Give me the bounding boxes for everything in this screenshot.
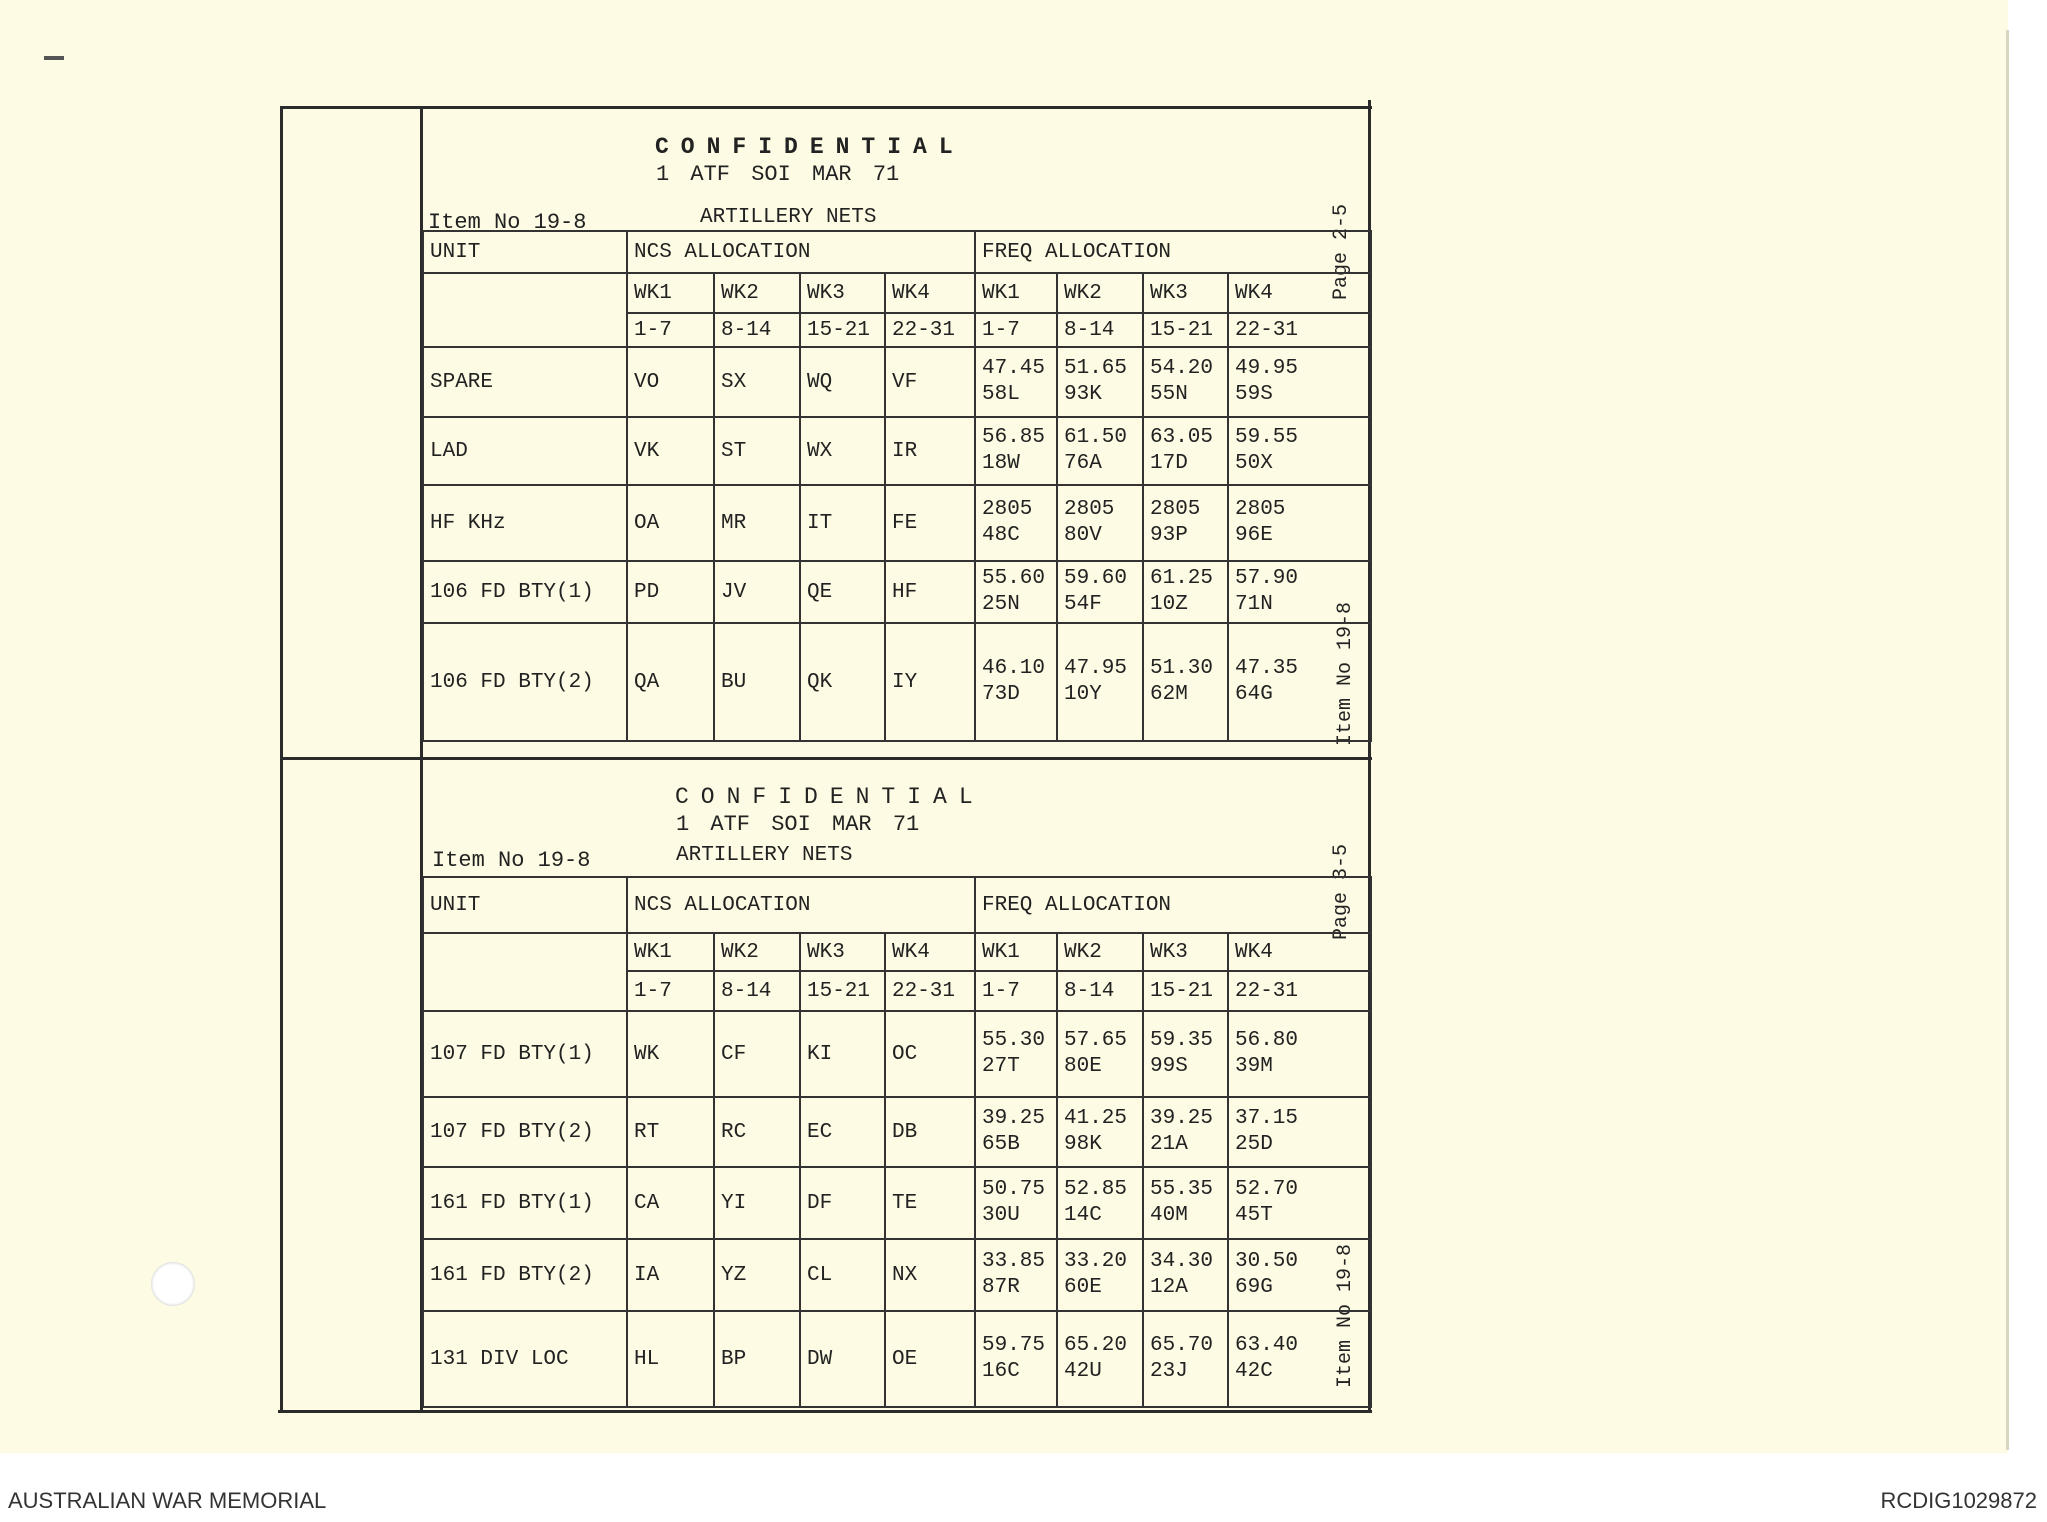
freq-code: 99S (1150, 1055, 1188, 1078)
freq-cell (1143, 1097, 1228, 1167)
date-range: 22-31 (1228, 313, 1371, 347)
freq-value: 61.50 (1064, 426, 1128, 449)
freq-value: 59.35 (1150, 1029, 1214, 1052)
date-range: 1-7 (627, 971, 714, 1011)
freq-code: 25N (982, 593, 1020, 616)
side-item-label: Item No 19-8 (1334, 601, 1357, 746)
freq-code: 10Y (1064, 683, 1102, 706)
nets-title: ARTILLERY NETS (700, 206, 877, 229)
ncs-code: RT (627, 1097, 714, 1167)
ncs-code: WK (627, 1011, 714, 1097)
footer-credit: AUSTRALIAN WAR MEMORIAL (8, 1488, 327, 1513)
ncs-code: ST (714, 417, 800, 485)
ncs-code: QA (627, 623, 714, 741)
freq-cell (1228, 1311, 1371, 1407)
ncs-code: HL (627, 1311, 714, 1407)
freq-code: 69G (1235, 1276, 1273, 1299)
table-row (423, 1011, 1371, 1097)
unit-name: LAD (423, 417, 627, 485)
ncs-code: DB (885, 1097, 975, 1167)
ncs-code: HF (885, 561, 975, 623)
freq-allocation-header: FREQ ALLOCATION (975, 877, 1371, 933)
freq-code: 73D (982, 683, 1020, 706)
confidential-title: CONFIDENTIAL (655, 134, 965, 160)
ncs-code: YI (714, 1167, 800, 1239)
freq-cell (1143, 1011, 1228, 1097)
freq-cell (1143, 1239, 1228, 1311)
freq-value: 51.30 (1150, 657, 1214, 680)
week-header: WK3 (1143, 273, 1228, 313)
table-row (423, 561, 1371, 623)
week-header: WK4 (1228, 273, 1371, 313)
freq-value: 57.65 (1064, 1029, 1128, 1052)
freq-allocation-header: FREQ ALLOCATION (975, 231, 1371, 273)
table-row (423, 623, 1371, 741)
freq-value: 2805 (1235, 498, 1286, 521)
freq-value: 56.80 (1235, 1029, 1299, 1052)
freq-value: 55.30 (982, 1029, 1046, 1052)
ncs-code: FE (885, 485, 975, 561)
ncs-code: VF (885, 347, 975, 417)
freq-code: 65B (982, 1133, 1020, 1156)
freq-value: 65.70 (1150, 1334, 1214, 1357)
freq-code: 45T (1235, 1204, 1273, 1227)
freq-cell (1057, 347, 1143, 417)
ncs-code: IY (885, 623, 975, 741)
freq-code: 42C (1235, 1360, 1273, 1383)
table-row (423, 347, 1371, 417)
date-range: 22-31 (885, 313, 975, 347)
ncs-code: YZ (714, 1239, 800, 1311)
freq-value: 55.35 (1150, 1178, 1214, 1201)
freq-cell (1228, 561, 1371, 623)
item-number: Item No 19-8 (428, 210, 587, 235)
date-range: 22-31 (1228, 971, 1371, 1011)
freq-value: 30.50 (1235, 1250, 1299, 1273)
date-range: 22-31 (885, 971, 975, 1011)
freq-code: 50X (1235, 452, 1273, 475)
ncs-code: DF (800, 1167, 885, 1239)
freq-code: 17D (1150, 452, 1188, 475)
unit-name: 107 FD BTY(2) (423, 1097, 627, 1167)
freq-cell (1057, 485, 1143, 561)
ncs-code: WQ (800, 347, 885, 417)
freq-cell (1228, 623, 1371, 741)
freq-cell (1143, 485, 1228, 561)
freq-code: 55N (1150, 383, 1188, 406)
freq-value: 47.35 (1235, 657, 1299, 680)
freq-code: 93P (1150, 524, 1188, 547)
ncs-code: IA (627, 1239, 714, 1311)
freq-code: 16C (982, 1360, 1020, 1383)
unit-name: 161 FD BTY(1) (423, 1167, 627, 1239)
week-header: WK4 (885, 933, 975, 971)
freq-code: 62M (1150, 683, 1188, 706)
ncs-code: RC (714, 1097, 800, 1167)
ncs-code: KI (800, 1011, 885, 1097)
freq-cell (1228, 1011, 1371, 1097)
unit-name: 106 FD BTY(2) (423, 623, 627, 741)
ncs-code: TE (885, 1167, 975, 1239)
freq-code: 60E (1064, 1276, 1102, 1299)
ncs-code: BP (714, 1311, 800, 1407)
freq-value: 2805 (982, 498, 1033, 521)
unit-name: 161 FD BTY(2) (423, 1239, 627, 1311)
unit-header: UNIT (423, 877, 627, 933)
item-number: Item No 19-8 (432, 848, 591, 873)
freq-value: 54.20 (1150, 357, 1214, 380)
ncs-code: WX (800, 417, 885, 485)
week-header: WK2 (714, 273, 800, 313)
freq-value: 34.30 (1150, 1250, 1214, 1273)
freq-value: 39.25 (982, 1107, 1046, 1130)
freq-cell (1228, 347, 1371, 417)
week-header: WK4 (1228, 933, 1371, 971)
freq-code: 76A (1064, 452, 1102, 475)
unit-header-blank (423, 933, 627, 1011)
freq-value: 2805 (1064, 498, 1115, 521)
week-header: WK2 (714, 933, 800, 971)
page-label: Page 2-5 (1330, 203, 1353, 300)
freq-cell (975, 347, 1057, 417)
date-range: 15-21 (1143, 971, 1228, 1011)
freq-code: 80V (1064, 524, 1102, 547)
freq-cell (975, 1311, 1057, 1407)
freq-value: 56.85 (982, 426, 1046, 449)
freq-code: 80E (1064, 1055, 1102, 1078)
frame-top-line (282, 106, 1372, 109)
freq-cell (975, 1011, 1057, 1097)
ncs-code: QK (800, 623, 885, 741)
freq-cell (1057, 561, 1143, 623)
freq-code: 93K (1064, 383, 1102, 406)
freq-value: 33.20 (1064, 1250, 1128, 1273)
freq-code: 96E (1235, 524, 1273, 547)
ncs-allocation-header: NCS ALLOCATION (627, 877, 975, 933)
ncs-code: CF (714, 1011, 800, 1097)
freq-cell (975, 485, 1057, 561)
freq-value: 52.85 (1064, 1178, 1128, 1201)
freq-code: 87R (982, 1276, 1020, 1299)
date-range: 15-21 (800, 971, 885, 1011)
freq-cell (1143, 623, 1228, 741)
freq-value: 59.75 (982, 1334, 1046, 1357)
unit-name: 107 FD BTY(1) (423, 1011, 627, 1097)
freq-cell (1228, 1167, 1371, 1239)
unit-name: SPARE (423, 347, 627, 417)
ncs-code: OE (885, 1311, 975, 1407)
freq-cell (1057, 1097, 1143, 1167)
freq-cell (1057, 1167, 1143, 1239)
freq-code: 59S (1235, 383, 1273, 406)
freq-value: 57.90 (1235, 567, 1299, 590)
freq-cell (975, 417, 1057, 485)
freq-code: 64G (1235, 683, 1273, 706)
week-header: WK3 (800, 933, 885, 971)
freq-value: 47.95 (1064, 657, 1128, 680)
freq-code: 14C (1064, 1204, 1102, 1227)
freq-value: 33.85 (982, 1250, 1046, 1273)
freq-cell (1143, 417, 1228, 485)
week-header: WK2 (1057, 933, 1143, 971)
freq-code: 42U (1064, 1360, 1102, 1383)
ncs-code: JV (714, 561, 800, 623)
ink-speck (44, 56, 64, 60)
freq-code: 12A (1150, 1276, 1188, 1299)
freq-cell (1143, 347, 1228, 417)
confidential-title: CONFIDENTIAL (675, 784, 985, 810)
footer-record-id: RCDIG1029872 (1880, 1488, 2037, 1513)
unit-header: UNIT (423, 231, 627, 273)
freq-cell (1228, 1239, 1371, 1311)
ncs-allocation-header: NCS ALLOCATION (627, 231, 975, 273)
freq-value: 65.20 (1064, 1334, 1128, 1357)
freq-cell (975, 1167, 1057, 1239)
unit-name: HF KHz (423, 485, 627, 561)
freq-code: 54F (1064, 593, 1102, 616)
freq-cell (975, 1239, 1057, 1311)
date-range: 1-7 (975, 971, 1057, 1011)
freq-code: 71N (1235, 593, 1273, 616)
date-range: 15-21 (800, 313, 885, 347)
week-header: WK1 (975, 933, 1057, 971)
frame-bottom-line (278, 1410, 1372, 1413)
freq-value: 63.40 (1235, 1334, 1299, 1357)
freq-value: 41.25 (1064, 1107, 1128, 1130)
ncs-code: MR (714, 485, 800, 561)
freq-value: 49.95 (1235, 357, 1299, 380)
nets-title: ARTILLERY NETS (676, 844, 853, 867)
freq-value: 50.75 (982, 1178, 1046, 1201)
punch-hole (151, 1262, 195, 1306)
soi-subtitle: 1 ATF SOI MAR 71 (656, 162, 900, 187)
freq-cell (1057, 623, 1143, 741)
date-range: 8-14 (1057, 971, 1143, 1011)
freq-code: 27T (982, 1055, 1020, 1078)
freq-value: 59.55 (1235, 426, 1299, 449)
frame-mid-line (282, 757, 1372, 760)
freq-code: 98K (1064, 1133, 1102, 1156)
freq-code: 25D (1235, 1133, 1273, 1156)
freq-cell (975, 623, 1057, 741)
unit-name: 106 FD BTY(1) (423, 561, 627, 623)
week-header: WK2 (1057, 273, 1143, 313)
freq-value: 37.15 (1235, 1107, 1299, 1130)
table-row (423, 1239, 1371, 1311)
ncs-code: IT (800, 485, 885, 561)
ncs-code: VK (627, 417, 714, 485)
freq-cell (1057, 1239, 1143, 1311)
ncs-code: OA (627, 485, 714, 561)
unit-name: 131 DIV LOC (423, 1311, 627, 1407)
freq-value: 51.65 (1064, 357, 1128, 380)
freq-value: 39.25 (1150, 1107, 1214, 1130)
freq-cell (1143, 561, 1228, 623)
freq-cell (1143, 1311, 1228, 1407)
week-header: WK1 (627, 273, 714, 313)
ncs-code: EC (800, 1097, 885, 1167)
ncs-code: CA (627, 1167, 714, 1239)
date-range: 8-14 (1057, 313, 1143, 347)
freq-code: 18W (982, 452, 1020, 475)
freq-value: 55.60 (982, 567, 1046, 590)
ncs-code: OC (885, 1011, 975, 1097)
freq-code: 10Z (1150, 593, 1188, 616)
page-label: Page 3-5 (1330, 843, 1353, 940)
ncs-code: BU (714, 623, 800, 741)
freq-cell (975, 561, 1057, 623)
freq-cell (1057, 1011, 1143, 1097)
week-header: WK1 (627, 933, 714, 971)
week-header: WK3 (1143, 933, 1228, 971)
week-header: WK1 (975, 273, 1057, 313)
freq-code: 48C (982, 524, 1020, 547)
freq-cell (1228, 417, 1371, 485)
ncs-code: QE (800, 561, 885, 623)
freq-cell (1057, 417, 1143, 485)
date-range: 8-14 (714, 971, 800, 1011)
date-range: 1-7 (975, 313, 1057, 347)
week-header: WK4 (885, 273, 975, 313)
sheet-edge (2006, 30, 2009, 1450)
table-row (423, 1097, 1371, 1167)
freq-cell (975, 1097, 1057, 1167)
ncs-code: IR (885, 417, 975, 485)
freq-value: 52.70 (1235, 1178, 1299, 1201)
table-row (423, 1311, 1371, 1407)
freq-cell (1228, 1097, 1371, 1167)
date-range: 8-14 (714, 313, 800, 347)
freq-value: 59.60 (1064, 567, 1128, 590)
unit-header-blank (423, 273, 627, 347)
ncs-code: DW (800, 1311, 885, 1407)
ncs-code: VO (627, 347, 714, 417)
freq-code: 39M (1235, 1055, 1273, 1078)
freq-cell (1143, 1167, 1228, 1239)
ncs-code: PD (627, 561, 714, 623)
freq-value: 63.05 (1150, 426, 1214, 449)
freq-code: 58L (982, 383, 1020, 406)
freq-value: 2805 (1150, 498, 1201, 521)
freq-cell (1057, 1311, 1143, 1407)
table-row (423, 1167, 1371, 1239)
side-item-label: Item No 19-8 (1334, 1243, 1357, 1388)
date-range: 15-21 (1143, 313, 1228, 347)
freq-code: 30U (982, 1204, 1020, 1227)
ncs-code: CL (800, 1239, 885, 1311)
ncs-code: NX (885, 1239, 975, 1311)
artillery-nets-table (422, 876, 1372, 1408)
table-row (423, 417, 1371, 485)
soi-subtitle: 1 ATF SOI MAR 71 (676, 812, 920, 837)
week-header: WK3 (800, 273, 885, 313)
ncs-code: SX (714, 347, 800, 417)
freq-cell (1228, 485, 1371, 561)
artillery-nets-table (422, 230, 1372, 742)
freq-value: 46.10 (982, 657, 1046, 680)
freq-code: 23J (1150, 1360, 1188, 1383)
freq-value: 61.25 (1150, 567, 1214, 590)
freq-code: 21A (1150, 1133, 1188, 1156)
freq-value: 47.45 (982, 357, 1046, 380)
date-range: 1-7 (627, 313, 714, 347)
freq-code: 40M (1150, 1204, 1188, 1227)
table-row (423, 485, 1371, 561)
